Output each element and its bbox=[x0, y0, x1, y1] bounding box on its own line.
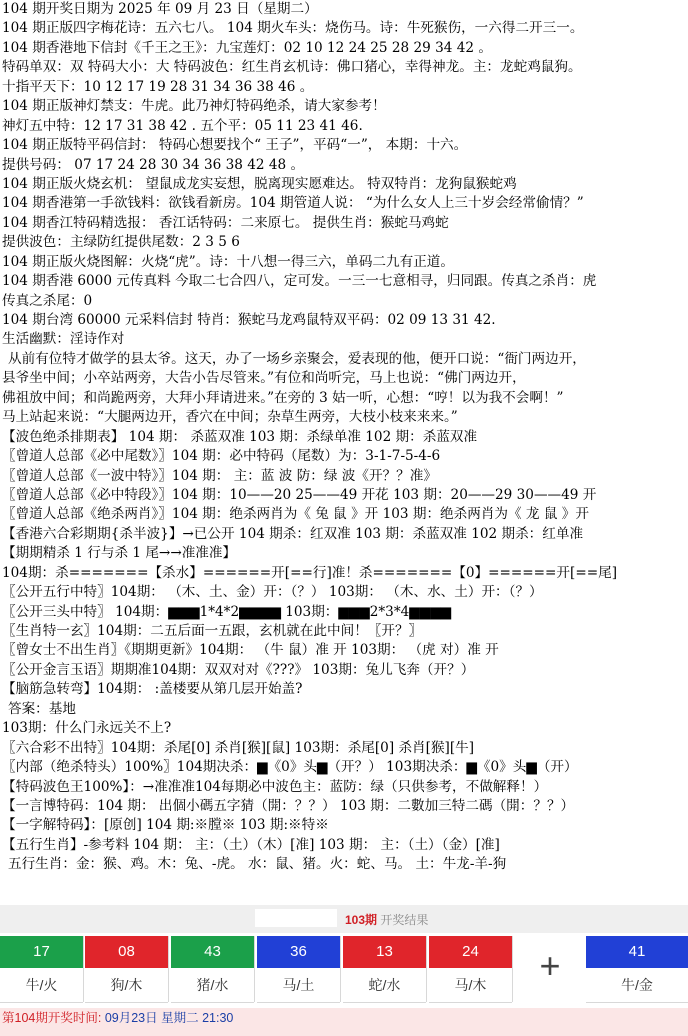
text-line: 104 期香港第一手欲钱料：欲钱看新房。104 期管道人说： “为什么女人上三十岁会经常偷情？” bbox=[2, 195, 584, 212]
text-line: 〖曾道人总部《必中尾数》〗104 期：必中特码（尾数）为：3-1-7-5-4-6 bbox=[2, 448, 441, 465]
next-draw-label: 第104期开奖时间: bbox=[2, 1011, 102, 1025]
ball-number: 17 bbox=[0, 936, 83, 968]
text-line: 104 期正版四字梅花诗：五六七八。 104 期火车头：烧伤马。诗：牛死猴伤，一六得二开三一。 bbox=[2, 20, 584, 37]
special-ball-zodiac: 牛/金 bbox=[586, 968, 688, 1003]
text-line: 〖公开五行中特〗104期： （木、土、金）开：（？） 103期： （木、水、土）开：（？） bbox=[2, 584, 543, 601]
ball-zodiac: 蛇/水 bbox=[343, 968, 426, 1003]
text-line: 传真之杀尾：0 bbox=[2, 292, 93, 309]
special-ball bbox=[586, 936, 688, 1002]
ball-6 bbox=[429, 936, 513, 1002]
text-line: 〖生肖特一玄〗104期：二五后面一五跟，玄机就在此中间！〖开？〗 bbox=[2, 623, 423, 639]
ball-number: 08 bbox=[85, 936, 168, 968]
text-line: 104 期正版特平码信封： 特码心想要找个“ 王子”，平码“一”， 本期：十六。 bbox=[2, 137, 468, 154]
result-header bbox=[0, 905, 688, 933]
special-ball-number: 41 bbox=[586, 936, 688, 968]
result-header-text bbox=[345, 911, 428, 928]
ball-4 bbox=[257, 936, 341, 1002]
ball-zodiac: 马/木 bbox=[429, 968, 512, 1003]
ball-number: 36 bbox=[257, 936, 340, 968]
ball-number: 43 bbox=[171, 936, 254, 968]
text-line: 马上站起来说：“大腿两边开，香穴在中间；杂草生两旁，大枝小枝来来来。” bbox=[2, 409, 458, 426]
text-line: 神灯五中特：12 17 31 38 42 . 五个平：05 11 23 41 46. bbox=[2, 117, 363, 134]
text-line: 104期：杀=======【杀水】======开[==行]准！杀=======【0】======开[==尾] bbox=[2, 564, 618, 581]
text-line: 十指平天下：10 12 17 19 28 31 34 36 38 46 。 bbox=[2, 78, 314, 95]
text-line: 答案：基地 bbox=[8, 700, 76, 717]
text-line: 103期：什么门永远关不上? bbox=[2, 720, 172, 737]
text-line: 【特码波色王100%】：→准准准104每期必中波色主：蓝防：绿（只供参考，不做解释！） bbox=[2, 778, 548, 795]
text-line: 特码单双：双 特码大小：大 特码波色：红生肖玄机诗：佛口猪心，幸得神龙。主：龙蛇鸡鼠狗。 bbox=[2, 59, 582, 76]
text-line: 104 期开奖日期为 2025 年 09 月 23 日（星期二） bbox=[2, 1, 318, 17]
text-line: 〖六合彩不出特〗104期：杀尾[0] 杀肖[猴][鼠] 103期：杀尾[0] 杀肖[猴][牛] bbox=[2, 739, 475, 756]
text-line: 【一言博特码：104 期： 出個小碼五字猜（開：？？） 103 期：二數加三特二碼（開：？？） bbox=[2, 797, 575, 814]
text-line: 104 期台湾 60000 元采料信封 特肖：猴蛇马龙鸡鼠特双平码：02 09 13 31 42. bbox=[2, 312, 496, 328]
ball-2 bbox=[85, 936, 169, 1002]
text-line: 104 期香江特码精选报： 香江话特码：二来原七。 提供生肖：猴蛇马鸡蛇 bbox=[2, 214, 449, 231]
text-line: 104 期香港地下信封《千王之王》：九宝莲灯：02 10 12 24 25 28 29 34 42 。 bbox=[2, 39, 492, 56]
draw-result-balls bbox=[0, 936, 688, 1002]
text-line: 104 期香港 6000 元传真料 今取二七合四八，定可发。一三一七意相寻，归同跟。传真之杀肖：虎 bbox=[2, 273, 597, 290]
result-header-blank bbox=[255, 909, 337, 927]
text-line: 佛祖放中间；和尚跪两旁，大拜小拜请进来。”在旁的 3 姑一听，心想：“哼！以为我不会啊！” bbox=[2, 389, 564, 406]
text-line: 【五行生肖】-参考料 104 期： 主：（土）（木）[准] 103 期： 主：（土）（金）[准] bbox=[2, 836, 500, 853]
next-draw-time bbox=[0, 1008, 688, 1036]
text-line: 提供号码： 07 17 24 28 30 34 36 38 42 48 。 bbox=[2, 156, 305, 173]
next-draw-value: 09月23日 星期二 21:30 bbox=[104, 1011, 234, 1025]
ball-number: 13 bbox=[343, 936, 426, 968]
text-line: 〖曾道人总部《绝杀两肖》〗104 期：绝杀两肖为《 兔 鼠 》开 103 期：绝杀两肖为《 龙 鼠 》开 bbox=[2, 506, 589, 523]
text-line: 〖曾女士不出生肖〗《期期更新》104期： （牛 鼠）准 开 103期： （虎 对）准 开 bbox=[2, 642, 499, 659]
ball-3 bbox=[171, 936, 255, 1002]
ball-1 bbox=[0, 936, 84, 1002]
text-line: 〖内部（绝杀特头）100%〗104期决杀：▆《0》头▆（开？） 103期决杀：▆《0》头▆（开） bbox=[2, 759, 578, 776]
text-line: 【香港六合彩期期{杀半波}】→已公开 104 期杀：红双准 103 期：杀蓝双准 102 期杀：红单准 bbox=[2, 525, 584, 542]
text-line: 104 期正版火烧玄机： 望鼠成龙实妄想，脱离现实愿难达。 特双特肖：龙狗鼠猴蛇鸡 bbox=[2, 175, 517, 192]
text-line: 【一字解特码】：[原创] 104 期:※膛※ 103 期:※特※ bbox=[2, 817, 329, 834]
text-line: 〖公开三头中特〗 104期：▆▆▆1*4*2▆▆▆▆ 103期：▆▆▆2*3*4▆▆▆▆ bbox=[2, 603, 452, 620]
text-line: 104 期正版火烧图解：火烧“虎”。诗：十八想一得三六，单码二九有正道。 bbox=[2, 253, 454, 270]
text-line: 五行生肖：金：猴、鸡。木：兔、-虎。 水：鼠、猪。火：蛇、马。 土：牛龙-羊-狗 bbox=[8, 856, 507, 873]
text-line: 提供波色：主绿防红提供尾数：2 3 5 6 bbox=[2, 234, 240, 251]
ball-zodiac: 狗/木 bbox=[85, 968, 168, 1003]
ball-zodiac: 马/土 bbox=[257, 968, 340, 1003]
text-line: 〖曾道人总部《必中特段》〗104 期：10——20 25——49 开花 103 期：20——29 30——49 开 bbox=[2, 486, 597, 503]
result-period: 103期 bbox=[345, 913, 378, 927]
text-line: 【脑筋急转弯】104期： :盖楼要从第几层开始盖? bbox=[2, 681, 303, 698]
result-label: 开奖结果 bbox=[380, 913, 429, 927]
ball-5 bbox=[343, 936, 427, 1002]
text-line: 104 期正版神灯禁支：牛虎。此乃神灯特码绝杀，请大家参考！ bbox=[2, 98, 386, 115]
text-line: 生活幽默：淫诗作对 bbox=[2, 331, 125, 348]
text-line: 〖公开金言玉语〗期期准104期：双双对对《???》 103期：兔儿飞奔（开？） bbox=[2, 661, 475, 678]
text-line: 【期期精杀 1 行与杀 1 尾→→准准准】 bbox=[2, 545, 237, 562]
text-line: 县爷坐中间；小卒站两旁，大告小告尽管来。”有位和尚听完，马上也说：“佛门两边开， bbox=[2, 370, 526, 387]
text-line: 〖曾道人总部《一波中特》〗104 期： 主：蓝 波 防：绿 波《开？？准》 bbox=[2, 467, 437, 484]
text-line: 从前有位特才做学的县太爷。这天，办了一场乡亲聚会，爱表现的他，便开口说：“衙门两边开， bbox=[8, 350, 586, 367]
ball-zodiac: 牛/火 bbox=[0, 968, 83, 1003]
plus-icon: + bbox=[539, 945, 561, 986]
text-line: 【波色绝杀排期表】 104 期： 杀蓝双准 103 期：杀绿单准 102 期：杀蓝双准 bbox=[2, 428, 478, 445]
ball-number: 24 bbox=[429, 936, 512, 968]
ball-zodiac: 猪/水 bbox=[171, 968, 254, 1003]
